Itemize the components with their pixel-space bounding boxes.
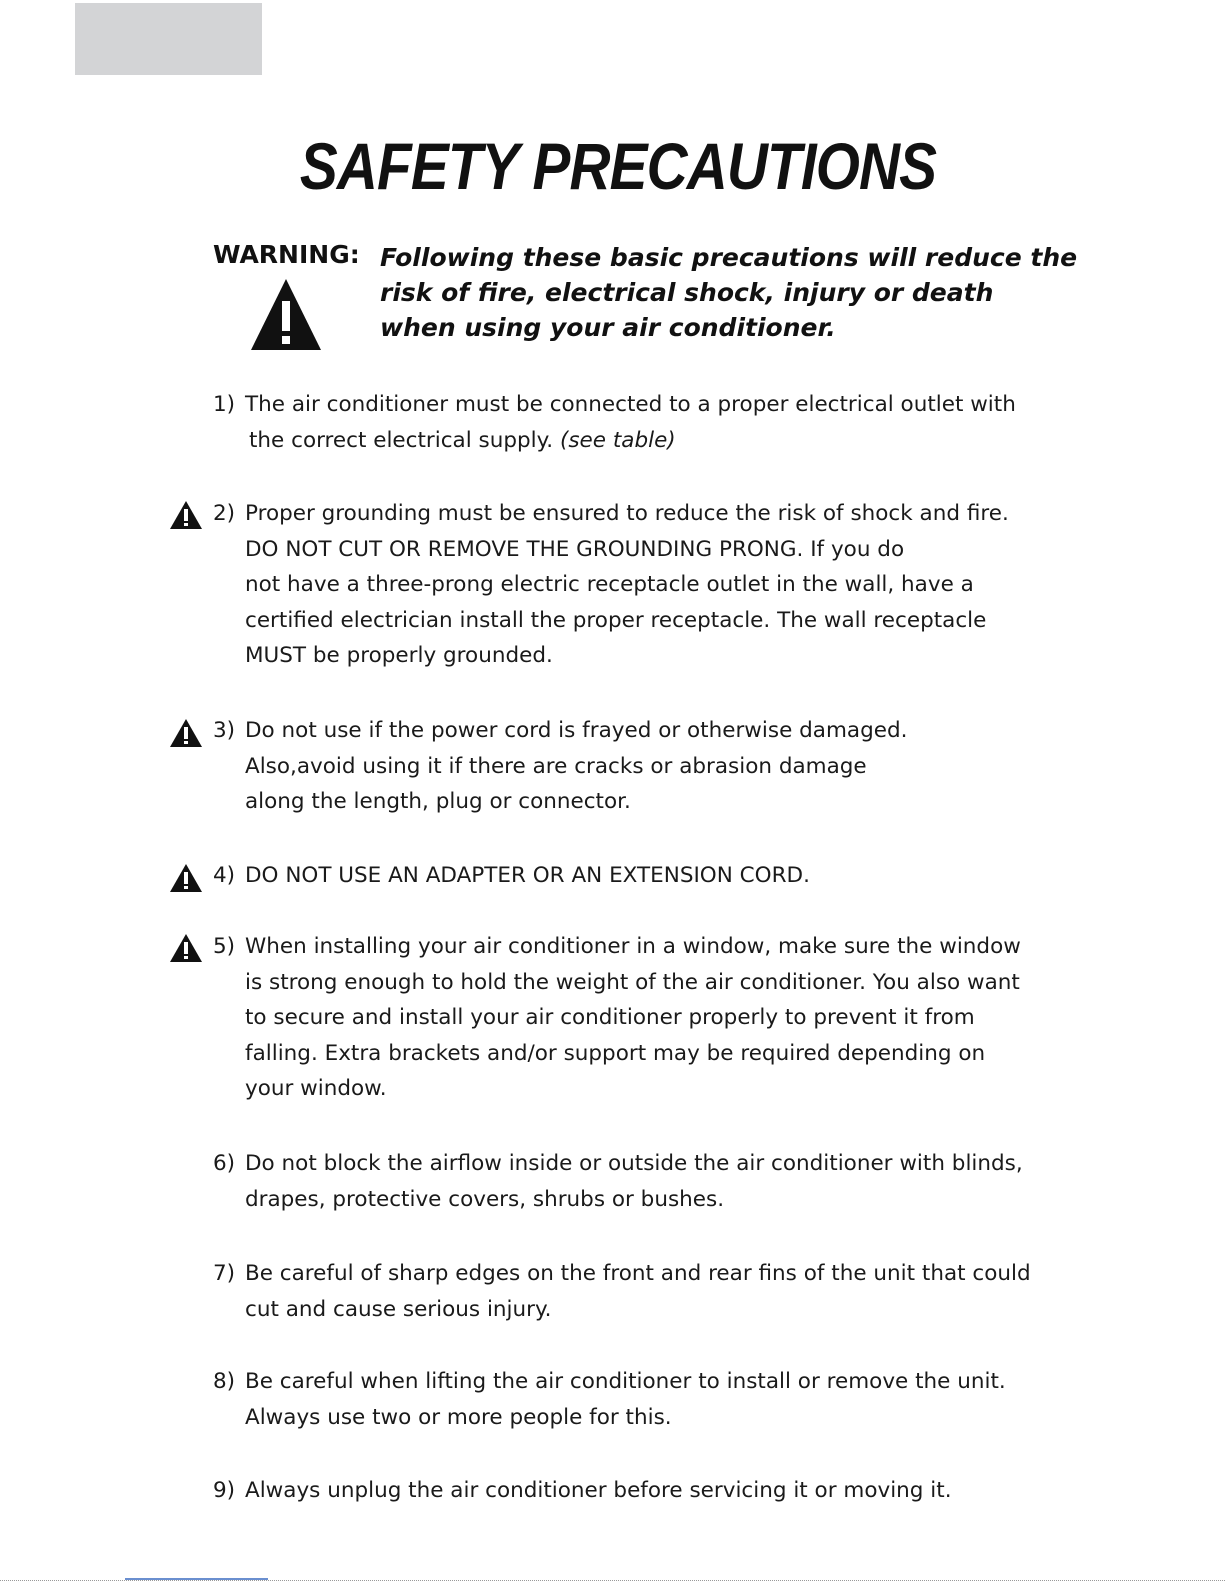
item-line: When installing your air conditioner in a window, make sure the window <box>245 934 1021 959</box>
warning-text <box>380 240 1120 345</box>
caution-triangle-icon <box>169 933 203 963</box>
item-line: is strong enough to hold the weight of the air conditioner. You also want <box>245 969 1020 995</box>
page-bottom-divider <box>0 1580 1225 1581</box>
item-line: Also,avoid using it if there are cracks or abrasion damage <box>245 753 867 779</box>
item-number: 8) <box>213 1369 236 1394</box>
see-table-note: (see table) <box>559 427 676 453</box>
item-line: Do not use if the power cord is frayed or otherwise damaged. <box>245 718 908 743</box>
caution-triangle-icon <box>169 863 203 893</box>
warning-line: Following these basic precautions will reduce the <box>380 243 1078 272</box>
item-line: certified electrician install the proper receptacle. The wall receptacle <box>245 607 987 633</box>
item-line: along the length, plug or connector. <box>245 789 631 814</box>
item-line: Always use two or more people for this. <box>245 1404 672 1430</box>
item-line: Be careful when lifting the air conditioner to install or remove the unit. <box>245 1369 1006 1394</box>
item-number: 7) <box>213 1261 236 1286</box>
page-title: SAFETY PRECAUTIONS <box>299 129 937 203</box>
item-line: DO NOT USE AN ADAPTER OR AN EXTENSION CORD. <box>245 863 810 888</box>
item-number: 6) <box>213 1151 236 1176</box>
item-number: 5) <box>213 934 236 959</box>
item-line: Do not block the airflow inside or outside the air conditioner with blinds, <box>245 1151 1023 1176</box>
item-number: 9) <box>213 1478 236 1503</box>
item-line: to secure and install your air conditioner properly to prevent it from <box>245 1005 975 1030</box>
item-number: 1) <box>213 392 236 417</box>
item-number: 4) <box>213 863 236 888</box>
item-line: falling. Extra brackets and/or support may be required depending on <box>245 1040 986 1066</box>
item-line: The air conditioner must be connected to a proper electrical outlet with <box>245 392 1016 417</box>
item-number: 2) <box>213 501 236 526</box>
header-gray-tab <box>75 3 262 75</box>
item-line: DO NOT CUT OR REMOVE THE GROUNDING PRONG. If you do <box>245 536 905 562</box>
warning-triangle-icon <box>249 277 323 352</box>
caution-triangle-icon <box>169 500 203 530</box>
item-line: cut and cause serious injury. <box>245 1296 552 1322</box>
item-number: 3) <box>213 718 236 743</box>
warning-line: risk of fire, electrical shock, injury or death <box>380 278 994 307</box>
item-line: Be careful of sharp edges on the front and rear fins of the unit that could <box>245 1261 1031 1286</box>
item-line: Always unplug the air conditioner before servicing it or moving it. <box>245 1478 952 1503</box>
page-bottom-link-underline <box>125 1578 268 1580</box>
item-line: drapes, protective covers, shrubs or bushes. <box>245 1186 725 1212</box>
item-line: the correct electrical supply. <box>249 427 554 453</box>
caution-triangle-icon <box>169 718 203 748</box>
warning-label: WARNING: <box>213 240 360 269</box>
item-line: MUST be properly grounded. <box>245 643 553 668</box>
item-line: not have a three-prong electric receptacle outlet in the wall, have a <box>245 572 974 597</box>
item-line: your window. <box>245 1076 387 1101</box>
item-line: Proper grounding must be ensured to reduce the risk of shock and fire. <box>245 501 1009 526</box>
warning-line: when using your air conditioner. <box>380 313 836 342</box>
